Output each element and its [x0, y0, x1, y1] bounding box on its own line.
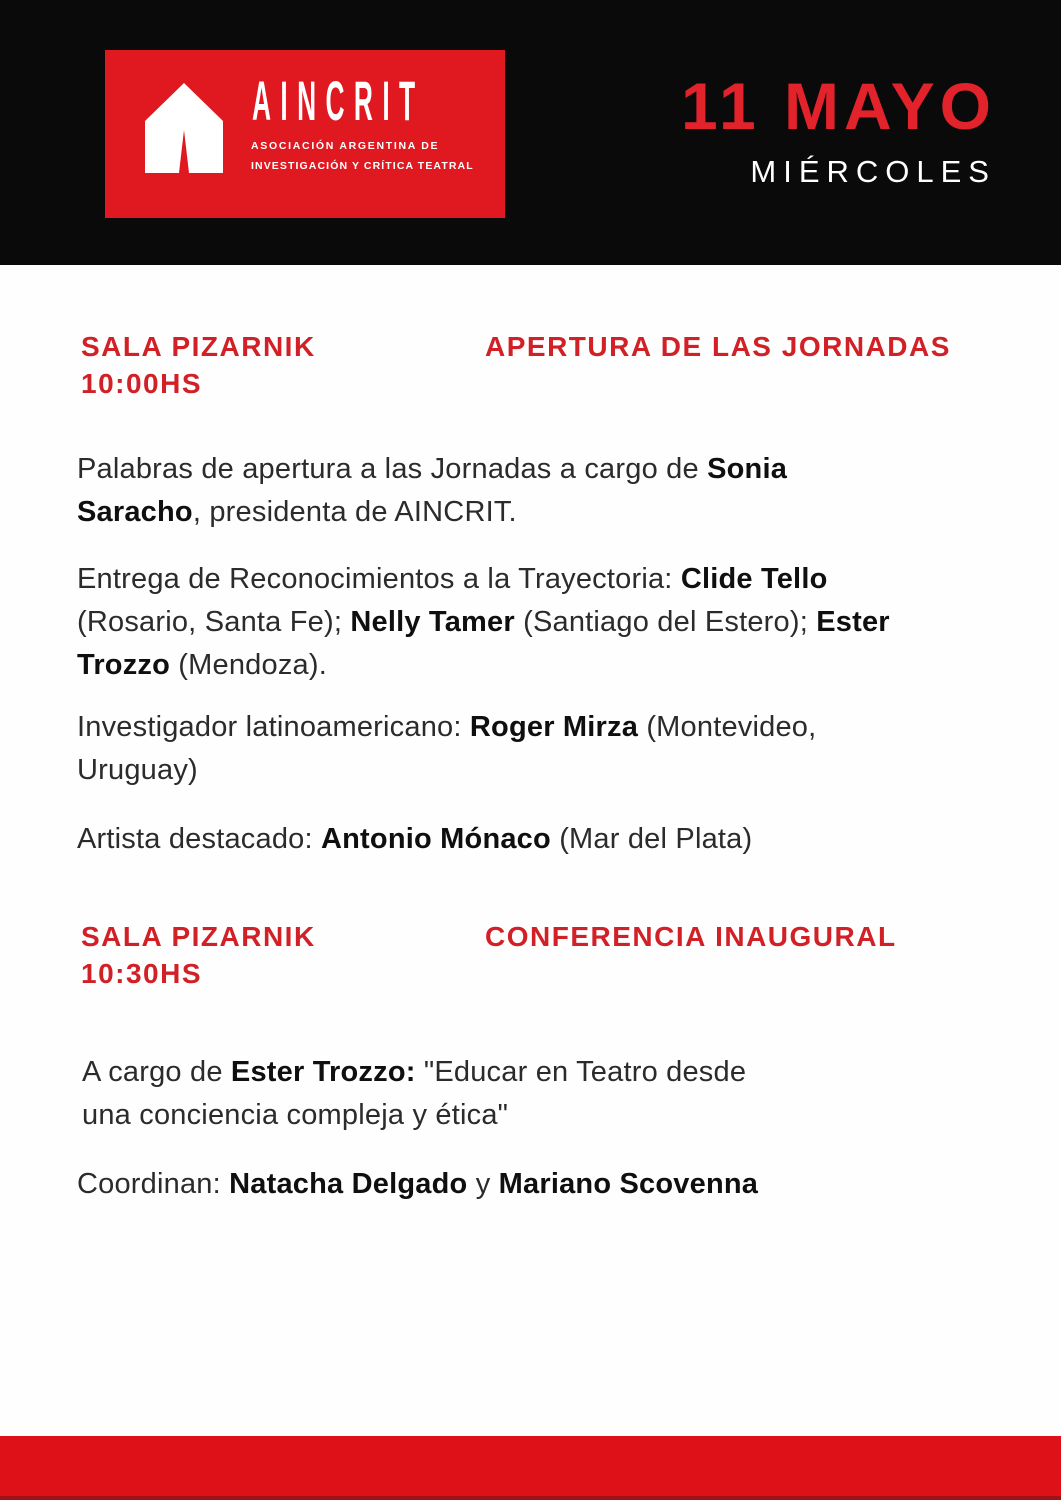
logo-wordmark: AINCRIT	[252, 69, 425, 132]
text-segment: Palabras de apertura a las Jornadas a cargo de	[77, 453, 708, 485]
session2-title: CONFERENCIA INAUGURAL	[485, 921, 897, 952]
text-segment: y	[467, 1168, 499, 1200]
session1-time-label: 10:00HS	[81, 368, 203, 399]
text-segment: Artista destacado:	[77, 823, 321, 855]
date-heading: 11 MAYO	[680, 69, 996, 143]
highlighted-name: Saracho	[77, 496, 193, 528]
highlighted-name: Antonio Mónaco	[321, 823, 551, 855]
text-segment: A cargo de	[82, 1056, 231, 1088]
text-segment: (Santiago del Estero);	[514, 606, 817, 638]
program-paragraph	[77, 706, 816, 792]
text-segment: (Mar del Plata)	[550, 823, 753, 855]
text-segment: Entrega de Reconocimientos a la Trayectoria:	[77, 563, 681, 595]
highlighted-name: Nelly Tamer	[350, 606, 515, 638]
highlighted-name: Clide Tello	[680, 563, 828, 595]
session2-room-label: SALA PIZARNIK	[81, 921, 316, 952]
highlighted-name: Ester	[816, 606, 890, 638]
program-paragraph	[77, 818, 752, 861]
text-segment: (Montevideo,	[638, 711, 817, 743]
highlighted-name: Mariano Scovenna	[498, 1168, 759, 1200]
session1-room-label: SALA PIZARNIK	[81, 331, 316, 362]
program-paragraph	[77, 558, 890, 687]
text-segment: (Rosario, Santa Fe);	[77, 606, 351, 638]
text-segment: (Mendoza).	[170, 649, 327, 681]
text-segment: Uruguay)	[77, 754, 198, 786]
tent-icon	[145, 83, 223, 173]
logo-subtitle-line1: ASOCIACIÓN ARGENTINA DE	[251, 140, 440, 152]
highlighted-name: Natacha Delgado	[229, 1168, 468, 1200]
highlighted-name: Trozzo	[77, 649, 171, 681]
session1-title: APERTURA DE LAS JORNADAS	[485, 331, 951, 362]
text-segment: "Educar en Teatro desde	[415, 1056, 747, 1088]
text-segment: , presidenta de AINCRIT.	[192, 496, 517, 528]
text-segment: Coordinan:	[77, 1168, 230, 1200]
program-paragraph	[77, 1163, 758, 1206]
highlighted-name: Sonia	[707, 453, 788, 485]
highlighted-name: Roger Mirza	[469, 711, 639, 743]
text-segment: Investigador latinoamericano:	[77, 711, 470, 743]
highlighted-name: Ester Trozzo:	[230, 1056, 416, 1088]
text-segment: una conciencia compleja y ética"	[82, 1099, 509, 1131]
program-paragraph	[77, 448, 787, 534]
aincrit-logo	[105, 50, 505, 218]
footer-band	[0, 1436, 1061, 1500]
footer-dark-stripe	[0, 1496, 1061, 1500]
header-band	[0, 0, 1061, 265]
program-paragraph	[82, 1051, 746, 1137]
logo-subtitle-line2: INVESTIGACIÓN Y CRÍTICA TEATRAL	[251, 160, 474, 172]
session2-time-label: 10:30HS	[81, 958, 203, 989]
day-name: MIÉRCOLES	[750, 154, 996, 189]
